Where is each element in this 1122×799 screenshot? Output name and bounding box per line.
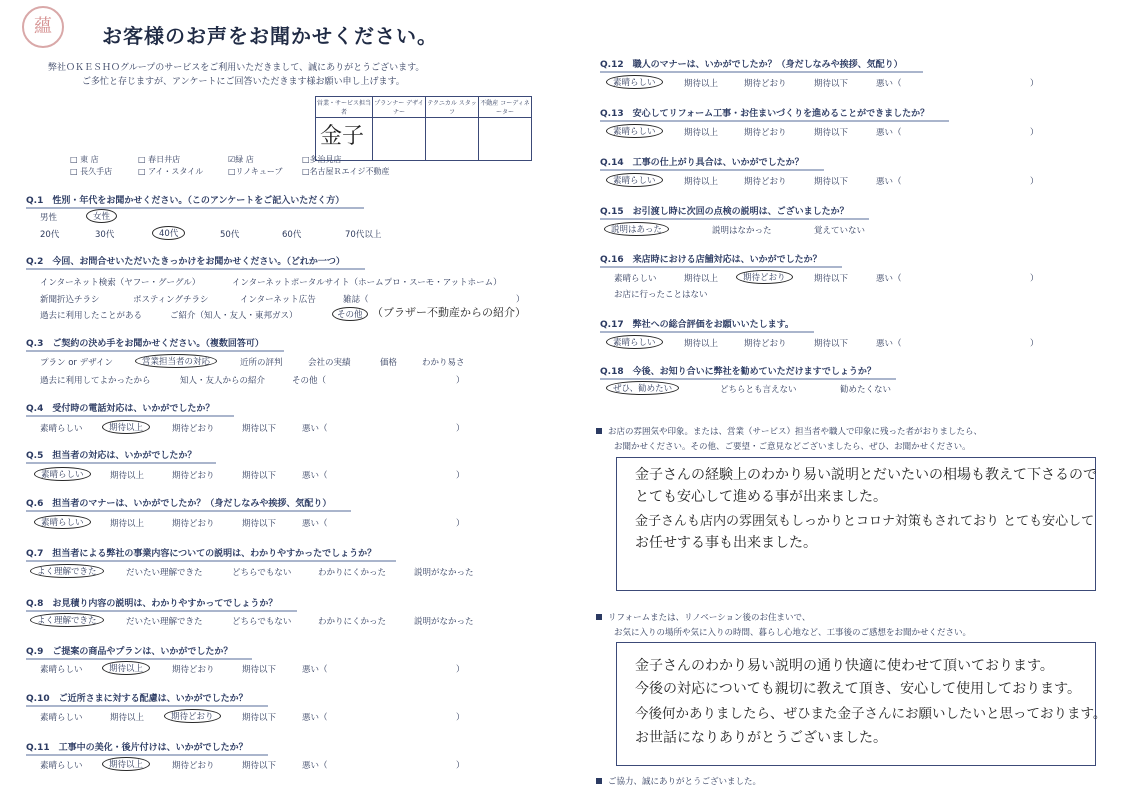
comment2-line: お世話になりありがとうございました。	[635, 730, 887, 746]
store-checkbox[interactable]: □ 長久手店	[70, 167, 113, 176]
rating-option[interactable]: 悪い（	[302, 665, 328, 675]
rating-option[interactable]: 期待以下	[814, 274, 849, 284]
q16-option[interactable]: お店に行ったことはない	[614, 290, 708, 300]
staff-value[interactable]	[479, 118, 532, 161]
question-6: Q.6 担当者のマナーは、いかがでしたか？（身だしなみや挨拶、気配り）	[26, 496, 331, 509]
rating-option[interactable]: 悪い（	[876, 339, 902, 349]
q3-option[interactable]: その他（	[292, 376, 327, 386]
staff-value[interactable]	[373, 118, 426, 161]
question-5: Q.5 担当者の対応は、いかがでしたか？	[26, 448, 196, 461]
q3-close-paren: ）	[456, 376, 465, 386]
rating-option[interactable]: 期待以下	[814, 79, 849, 89]
rating-option[interactable]: 期待どおり	[744, 79, 787, 89]
comment2-lead-text: リフォームまたは、リノベーション後のお住まいで、	[608, 613, 811, 623]
q3-option[interactable]: 近所の評判	[240, 358, 283, 368]
rating-option[interactable]: 期待以上	[110, 519, 145, 529]
close-paren: ）	[456, 665, 465, 675]
rating-option[interactable]: 期待どおり	[172, 424, 215, 434]
q3-option[interactable]: 価格	[380, 358, 398, 368]
question-11: Q.11 工事中の美化・後片付けは、いかがでしたか？	[26, 740, 248, 753]
rating-option-selected[interactable]: 素晴らしい	[606, 335, 663, 349]
rating-option[interactable]: 期待どおり	[172, 519, 215, 529]
rating-option[interactable]: 期待どおり	[744, 128, 787, 138]
q3-option[interactable]: わかり易さ	[422, 358, 465, 368]
comment1-line: 金子さんの経験上のわかり易い説明とだいたいの相場も教えて下さるので	[635, 467, 1097, 483]
store-checkbox[interactable]: ☑緑 店	[228, 155, 254, 164]
question-7: Q.7 担当者による弊社の事業内容についての説明は、わかりやすかったでしょうか？	[26, 546, 376, 559]
close-paren: ）	[1030, 274, 1039, 284]
rating-option[interactable]: 期待どおり	[744, 339, 787, 349]
q3-option[interactable]: 知人・友人からの紹介	[180, 376, 266, 386]
square-bullet-icon	[596, 428, 602, 434]
question-14: Q.14 工事の仕上がり具合は、いかがでしたか？	[600, 155, 804, 168]
understand-option[interactable]: どちらでもない	[232, 617, 292, 627]
staff-header: テクニカル スタッフ	[426, 97, 479, 118]
understand-option[interactable]: わかりにくかった	[318, 617, 387, 627]
rating-option[interactable]: 期待以下	[242, 471, 277, 481]
rating-option[interactable]: 悪い（	[876, 79, 902, 89]
store-checkbox[interactable]: □多治見店	[302, 155, 342, 164]
closing-text: ご協力、誠にありがとうございました。	[608, 777, 762, 787]
close-paren: ）	[1030, 339, 1039, 349]
store-checkbox[interactable]: □ アイ・スタイル	[138, 167, 204, 176]
close-paren: ）	[456, 713, 465, 723]
rating-option[interactable]: 期待以上	[684, 274, 719, 284]
rating-option[interactable]: 期待以下	[242, 665, 277, 675]
rating-option[interactable]: 素晴らしい	[40, 424, 83, 434]
rating-option[interactable]: 素晴らしい	[40, 761, 83, 771]
close-paren: ）	[456, 471, 465, 481]
question-4: Q.4 受付時の電話対応は、いかがでしたか？	[26, 401, 214, 414]
rating-option[interactable]: 期待以上	[110, 471, 145, 481]
understand-option-selected[interactable]: よく理解できた	[30, 613, 104, 627]
rating-option[interactable]: 期待以下	[242, 519, 277, 529]
comment2-line: 今後の対応についても親切に教えて頂き、安心して使用しております。	[635, 681, 1082, 697]
staff-header: プランナー デザイナー	[373, 97, 426, 118]
staff-header: 不動産 コーディネーター	[479, 97, 532, 118]
question-18: Q.18 今後、お知り合いに弊社を勧めていただけますでしょうか？	[600, 364, 876, 377]
staff-header: 営業・サービス担当者	[316, 97, 373, 118]
rating-option-selected[interactable]: 素晴らしい	[34, 467, 91, 481]
rating-option[interactable]: 素晴らしい	[614, 274, 657, 284]
close-paren: ）	[1030, 79, 1039, 89]
comment1-line: とても安心して進める事が出来ました。	[635, 489, 887, 505]
rating-option[interactable]: 素晴らしい	[40, 665, 83, 675]
understand-option-selected[interactable]: よく理解できた	[30, 564, 104, 578]
understand-option[interactable]: だいたい理解できた	[126, 568, 203, 578]
rating-option-selected[interactable]: 期待以上	[102, 661, 150, 675]
comment2-box[interactable]	[616, 642, 1107, 766]
question-9: Q.9 ご提案の商品やプランは、いかがでしたか？	[26, 644, 232, 657]
question-13: Q.13 安心してリフォーム工事・お住まいづくりを進めることができましたか？	[600, 106, 929, 119]
q18-option[interactable]: 勧めたくない	[840, 385, 892, 395]
q15-option[interactable]: 説明はなかった	[712, 226, 772, 236]
rating-option[interactable]: 期待以上	[684, 79, 719, 89]
rating-option-selected[interactable]: 期待どおり	[736, 270, 793, 284]
rating-option[interactable]: 期待どおり	[172, 471, 215, 481]
close-paren: ）	[456, 519, 465, 529]
rating-option[interactable]: 期待以下	[814, 177, 849, 187]
rating-option[interactable]: 悪い（	[302, 424, 328, 434]
q15-option-selected[interactable]: 説明はあった	[604, 222, 669, 236]
understand-option[interactable]: わかりにくかった	[318, 568, 387, 578]
close-paren: ）	[1030, 177, 1039, 187]
q3-option[interactable]: 会社の実績	[308, 358, 351, 368]
comment2-lead-2: お気に入りの場所や気に入りの時間、暮らし心地など、工事後のご感想をお聞かせください。	[614, 628, 972, 638]
q1-age[interactable]: 50代	[220, 230, 240, 240]
understand-option[interactable]: 説明がなかった	[414, 617, 474, 627]
question-15: Q.15 お引渡し時に次回の点検の説明は、ございましたか？	[600, 204, 849, 217]
q3-option[interactable]: プラン or デザイン	[40, 358, 114, 368]
comment2-line: 金子さんのわかり易い説明の通り快適に使わせて頂いております。	[635, 658, 1054, 674]
rating-option-selected[interactable]: 期待以上	[102, 757, 150, 771]
rating-option-selected[interactable]: 素晴らしい	[606, 173, 663, 187]
q2-option[interactable]: インターネット検索（ヤフー・グーグル）	[40, 278, 201, 288]
close-paren: ）	[456, 761, 465, 771]
understand-option[interactable]: 説明がなかった	[414, 568, 474, 578]
store-checkbox[interactable]: □ 東 店	[70, 155, 99, 164]
intro-line-2: ご多忙と存じますが、アンケートにご回答いただきます様お願い申し上げます。	[82, 77, 405, 87]
question-12: Q.12 職人のマナーは、いかがでしたか？（身だしなみや挨拶、気配り）	[600, 57, 903, 70]
comment2-line: 今後何かありましたら、ぜひまた金子さんにお願いしたいと思っております。	[635, 706, 1107, 722]
q1-age[interactable]: 30代	[95, 230, 115, 240]
q1-option-selected[interactable]: 女性	[86, 209, 117, 223]
rating-option[interactable]: 期待以下	[242, 424, 277, 434]
square-bullet-icon	[596, 778, 602, 784]
comment2-lead	[596, 611, 810, 623]
q15-option[interactable]: 覚えていない	[814, 226, 866, 236]
comment1-lead-2: お聞かせください。その他、ご要望・ご意見などございましたら、ぜひ、お聞かせください。	[614, 442, 971, 452]
close-paren: ）	[1030, 128, 1039, 138]
seal-stamp: 蘊	[22, 6, 64, 48]
question-8: Q.8 お見積り内容の説明は、わかりやすかってでしょうか？	[26, 596, 277, 609]
rating-option-selected[interactable]: 素晴らしい	[606, 124, 663, 138]
question-10: Q.10 ご近所さまに対する配慮は、いかがでしたか？	[26, 691, 248, 704]
q2-option[interactable]: 過去に利用したことがある	[40, 311, 143, 321]
page-title: お客様のお声をお聞かせください。	[102, 24, 438, 48]
intro-line-1: 弊社ＯＫＥＳＨＯグループのサービスをご利用いただきまして、誠にありがとうございます。	[48, 63, 425, 73]
understand-option[interactable]: どちらでもない	[232, 568, 292, 578]
closing	[596, 775, 761, 787]
q2-option-selected[interactable]: その他	[332, 307, 368, 321]
q1-age-selected[interactable]: 40代	[152, 226, 185, 240]
q2-option[interactable]: インターネット広告	[240, 295, 316, 305]
q1-age[interactable]: 60代	[282, 230, 302, 240]
understand-option[interactable]: だいたい理解できた	[126, 617, 203, 627]
rating-option[interactable]: 悪い（	[302, 761, 328, 771]
comment1-line: お任せする事も出来ました。	[635, 535, 817, 551]
rating-option[interactable]: 期待どおり	[744, 177, 787, 187]
rating-option-selected[interactable]: 期待どおり	[164, 709, 221, 723]
staff-value[interactable]	[426, 118, 479, 161]
rating-option[interactable]: 期待以下	[242, 761, 277, 771]
comment1-box[interactable]	[616, 457, 1096, 591]
rating-option[interactable]: 期待以下	[814, 128, 849, 138]
rating-option[interactable]: 期待どおり	[172, 665, 215, 675]
rating-option[interactable]: 期待以上	[684, 177, 719, 187]
q1-age[interactable]: 70代以上	[345, 230, 382, 240]
rating-option[interactable]: 期待以上	[110, 713, 145, 723]
rating-option[interactable]: 期待以上	[684, 128, 719, 138]
store-checkbox[interactable]: □名古屋Ｒエイジ不動産	[302, 167, 390, 176]
rating-option[interactable]: 素晴らしい	[40, 713, 83, 723]
question-1: Q.1 性別・年代をお聞かせください。（このアンケートをご記入いただく方）	[26, 193, 344, 206]
q2-option[interactable]: インターネットポータルサイト（ホームプロ・スーモ・アットホーム）	[232, 278, 502, 288]
q2-handwritten-other: （ブラザー不動産からの紹介）	[372, 306, 526, 319]
question-2: Q.2 今回、お問合せいただいたきっかけをお聞かせください。（どれか一つ）	[26, 254, 345, 267]
q2-option[interactable]: 新聞折込チラシ	[40, 295, 100, 305]
rating-option[interactable]: 期待以下	[242, 713, 277, 723]
q2-option[interactable]: 雑誌（	[343, 295, 369, 305]
store-checkbox[interactable]: □ 春日井店	[138, 155, 181, 164]
rating-option[interactable]: 期待どおり	[172, 761, 215, 771]
comment1-line: 金子さんも店内の雰囲気もしっかりとコロナ対策もされており とても安心して	[635, 514, 1095, 529]
rating-option-selected[interactable]: 素晴らしい	[34, 515, 91, 529]
rating-option[interactable]: 悪い（	[302, 519, 328, 529]
q1-option[interactable]: 男性	[40, 213, 58, 223]
q2-option[interactable]: ご紹介（知人・友人・東邦ガス）	[170, 311, 298, 321]
q3-option[interactable]: 過去に利用してよかったから	[40, 376, 151, 386]
rating-option-selected[interactable]: 素晴らしい	[606, 75, 663, 89]
question-3: Q.3 ご契約の決め手をお聞かせください。（複数回答可）	[26, 336, 264, 349]
question-16: Q.16 来店時における店舗対応は、いかがでしたか？	[600, 252, 822, 265]
rating-option-selected[interactable]: 期待以上	[102, 420, 150, 434]
q2-close-paren: ）	[516, 295, 525, 305]
question-17: Q.17 弊社への総合評価をお願いいたします。	[600, 317, 794, 330]
rating-option[interactable]: 悪い（	[302, 471, 328, 481]
staff-value[interactable]: 金子	[316, 118, 373, 161]
rating-option[interactable]: 悪い（	[302, 713, 328, 723]
store-checkbox[interactable]: □リノキューブ	[228, 167, 283, 176]
rating-option[interactable]: 悪い（	[876, 128, 902, 138]
square-bullet-icon	[596, 614, 602, 620]
comment1-lead-text: お店の雰囲気や印象。または、営業（サービス）担当者や職人で印象に残った者がおりましたら、	[608, 427, 983, 437]
q2-option[interactable]: ポスティングチラシ	[133, 295, 209, 305]
close-paren: ）	[456, 424, 465, 434]
q1-age[interactable]: 20代	[40, 230, 60, 240]
q3-option-selected[interactable]: 営業担当者の対応	[135, 354, 217, 368]
q18-option-selected[interactable]: ぜひ、勧めたい	[606, 381, 679, 395]
comment1-lead	[596, 425, 982, 437]
rating-option[interactable]: 悪い（	[876, 177, 902, 187]
rating-option[interactable]: 期待以下	[814, 339, 849, 349]
rating-option[interactable]: 悪い（	[876, 274, 902, 284]
rating-option[interactable]: 期待以上	[684, 339, 719, 349]
q18-option[interactable]: どちらとも言えない	[720, 385, 797, 395]
staff-table	[315, 96, 532, 161]
